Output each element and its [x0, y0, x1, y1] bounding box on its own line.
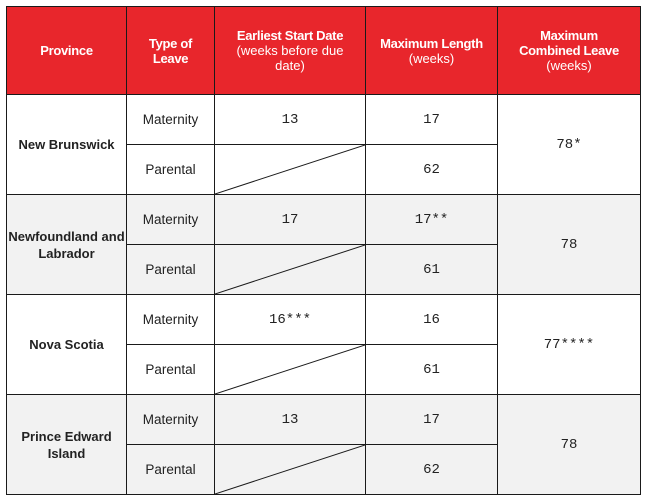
- combined-leave-value: 78: [498, 395, 641, 495]
- header-row: [7, 7, 641, 95]
- not-applicable-cell: [215, 345, 366, 395]
- max-length-value: 17**: [366, 195, 498, 245]
- start-date-value: 17: [215, 195, 366, 245]
- header-province: [7, 7, 127, 95]
- header-start-title: Earliest Start Date: [236, 28, 344, 43]
- leave-type: Maternity: [127, 395, 215, 445]
- header-combined: [498, 7, 641, 95]
- not-applicable-cell: [215, 445, 366, 495]
- header-length-title: Maximum Length: [380, 35, 483, 51]
- diagonal-slash: [215, 245, 365, 294]
- max-length-value: 17: [366, 395, 498, 445]
- max-length-value: 61: [366, 245, 498, 295]
- start-date-value: 13: [215, 95, 366, 145]
- max-length-value: 62: [366, 445, 498, 495]
- province-name: Nova Scotia: [7, 295, 127, 395]
- header-combined-sub: (weeks): [546, 58, 592, 73]
- combined-leave-value: 78: [498, 195, 641, 295]
- leave-type: Maternity: [127, 95, 215, 145]
- leave-type: Maternity: [127, 195, 215, 245]
- header-type-label: Type of Leave: [148, 35, 193, 66]
- header-combined-title: Maximum Combined Leave: [519, 28, 619, 58]
- start-date-value: 16***: [215, 295, 366, 345]
- not-applicable-cell: [215, 145, 366, 195]
- leave-type: Parental: [127, 445, 215, 495]
- header-start-date: [215, 7, 366, 95]
- header-type: [127, 7, 215, 95]
- province-name: Newfoundland and Labrador: [7, 195, 127, 295]
- table-row: [7, 395, 641, 445]
- leave-type: Parental: [127, 345, 215, 395]
- leave-type: Maternity: [127, 295, 215, 345]
- leave-type: Parental: [127, 245, 215, 295]
- table-row: [7, 295, 641, 345]
- header-max-length: [366, 7, 498, 95]
- table-row: [7, 195, 641, 245]
- province-name: New Brunswick: [7, 95, 127, 195]
- header-length-sub: (weeks): [408, 50, 455, 66]
- max-length-value: 17: [366, 95, 498, 145]
- max-length-value: 62: [366, 145, 498, 195]
- diagonal-slash: [215, 445, 365, 494]
- combined-leave-value: 78*: [498, 95, 641, 195]
- max-length-value: 61: [366, 345, 498, 395]
- province-name: Prince Edward Island: [7, 395, 127, 495]
- header-province-label: Province: [40, 43, 93, 58]
- table-row: [7, 95, 641, 145]
- max-length-value: 16: [366, 295, 498, 345]
- leave-type: Parental: [127, 145, 215, 195]
- combined-leave-value: 77****: [498, 295, 641, 395]
- not-applicable-cell: [215, 245, 366, 295]
- leave-comparison-table: [6, 6, 641, 495]
- header-start-sub: (weeks before due date): [236, 43, 344, 73]
- diagonal-slash: [215, 345, 365, 394]
- diagonal-slash: [215, 145, 365, 194]
- start-date-value: 13: [215, 395, 366, 445]
